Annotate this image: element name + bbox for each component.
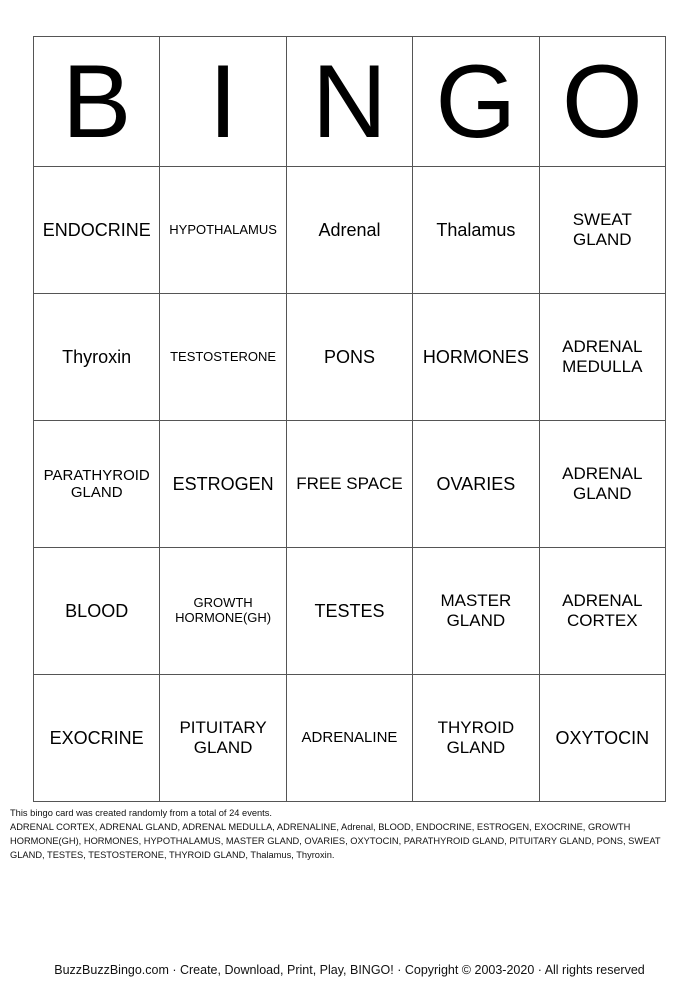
bingo-cell: ADRENALINE <box>286 675 412 802</box>
bingo-cell: PONS <box>286 294 412 421</box>
bingo-header-row <box>34 37 666 167</box>
bingo-cell: OVARIES <box>413 421 539 548</box>
bingo-cell: HORMONES <box>413 294 539 421</box>
bingo-cell: EXOCRINE <box>34 675 160 802</box>
header-letter-i: I <box>160 37 286 167</box>
bingo-cell: GROWTH HORMONE(GH) <box>160 548 286 675</box>
bingo-row <box>34 421 666 548</box>
header-letter-b: B <box>34 37 160 167</box>
bingo-cell: PITUITARY GLAND <box>160 675 286 802</box>
bingo-cell: BLOOD <box>34 548 160 675</box>
bingo-cell: ADRENAL CORTEX <box>539 548 665 675</box>
bingo-row <box>34 167 666 294</box>
bingo-cell: Adrenal <box>286 167 412 294</box>
bingo-cell: MASTER GLAND <box>413 548 539 675</box>
bingo-cell: TESTES <box>286 548 412 675</box>
bingo-card <box>33 36 666 802</box>
bingo-cell: PARATHYROID GLAND <box>34 421 160 548</box>
bingo-cell: FREE SPACE <box>286 421 412 548</box>
bingo-cell: TESTOSTERONE <box>160 294 286 421</box>
events-list: ADRENAL CORTEX, ADRENAL GLAND, ADRENAL MEDULLA, ADRENALINE, Adrenal, BLOOD, ENDOCRINE, ESTROGEN, EXOCRINE, GROWTH HORMONE(GH), HORMONES, HYPOTHALAMUS, MASTER GLAND, OVARIES, OXYTOCIN, PARATHYROID GLAND, PITUITARY GLAND, PONS, SWEAT GLAND, TESTES, TESTOSTERONE, THYROID GLAND, Thalamus, Thyroxin. <box>10 822 661 860</box>
bingo-cell: OXYTOCIN <box>539 675 665 802</box>
bingo-cell: Thalamus <box>413 167 539 294</box>
header-letter-n: N <box>286 37 412 167</box>
bingo-row <box>34 548 666 675</box>
header-letter-o: O <box>539 37 665 167</box>
bingo-cell: ESTROGEN <box>160 421 286 548</box>
bingo-row <box>34 294 666 421</box>
bingo-cell: THYROID GLAND <box>413 675 539 802</box>
bingo-cell: ADRENAL MEDULLA <box>539 294 665 421</box>
bingo-row <box>34 675 666 802</box>
bingo-cell: SWEAT GLAND <box>539 167 665 294</box>
footer-copyright: BuzzBuzzBingo.com · Create, Download, Print, Play, BINGO! · Copyright © 2003-2020 · All rights reserved <box>54 963 645 977</box>
bingo-cell: ADRENAL GLAND <box>539 421 665 548</box>
header-letter-g: G <box>413 37 539 167</box>
events-description <box>10 806 690 862</box>
bingo-cell: Thyroxin <box>34 294 160 421</box>
bingo-cell: ENDOCRINE <box>34 167 160 294</box>
bingo-cell: HYPOTHALAMUS <box>160 167 286 294</box>
events-intro: This bingo card was created randomly from a total of 24 events. <box>10 808 272 818</box>
